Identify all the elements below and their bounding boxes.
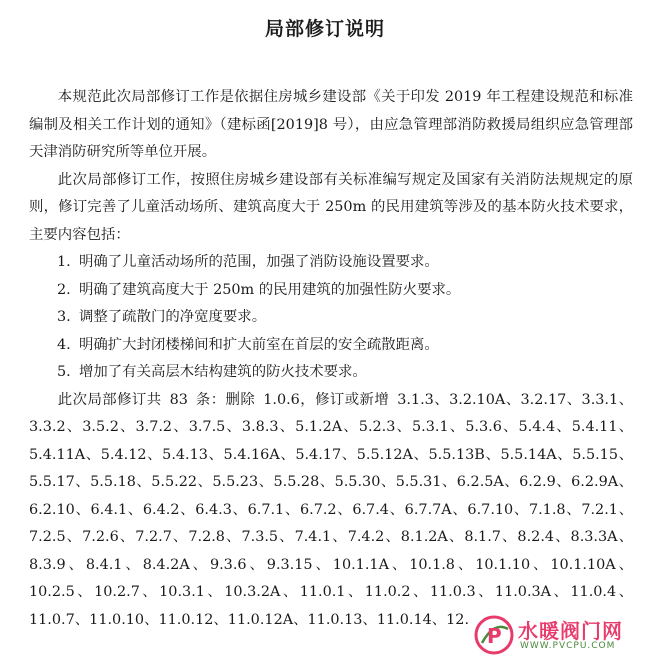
list-item	[29, 304, 633, 332]
list-item-number: 3.	[57, 309, 71, 325]
list-item	[29, 277, 633, 305]
revised-clauses-paragraph: 此次局部修订共 83 条：删除 1.0.6，修订或新增 3.1.3、3.2.10A、3.2.17、3.3.1、3.3.2、3.5.2、3.7.2、3.7.5、3.8.3、5.1.2A、5.2.3、5.3.1、5.3.6、5.4.4、5.4.11、5.4.11A、5.4.12、5.4.13、5.4.16A、5.4.17、5.5.12A、5.5.13B、5.5.14A、5.5.15、5.5.17、5.5.18、5.5.22、5.5.23、5.5.28、5.5.30、5.5.31、6.2.5A、6.2.9、6.2.9A、6.2.10、6.4.1、6.4.2、6.4.3、6.7.1、6.7.2、6.7.4、6.7.7A、6.7.10、7.1.8、7.2.1、7.2.5、7.2.6、7.2.7、7.2.8、7.3.5、7.4.1、7.4.2、8.1.2A、8.1.7、8.2.4、8.3.3A、8.3.9、8.4.1、8.4.2A、9.3.6、9.3.15、10.1.1A、10.1.8、10.1.10、10.1.10A、10.2.5、10.2.7、10.3.1、10.3.2A、11.0.1、11.0.2、11.0.3、11.0.3A、11.0.4、11.0.7、11.0.10、11.0.12、11.0.12A、11.0.13、11.0.14、12.	[29, 391, 633, 628]
watermark-logo-letter: P	[487, 624, 502, 648]
list-item-text: 调整了疏散门的净宽度要求。	[79, 309, 267, 325]
list-item	[29, 332, 633, 360]
list-item-text: 明确了建筑高度大于 250m 的民用建筑的加强性防火要求。	[79, 281, 461, 298]
revision-items-list	[29, 249, 633, 387]
list-item-number: 1.	[57, 254, 71, 270]
list-item-text: 明确扩大封闭楼梯间和扩大前室在首层的安全疏散距离。	[79, 336, 439, 353]
list-item	[29, 359, 633, 387]
watermark-url: WWW.PVCPU.COM	[520, 641, 616, 651]
principle-paragraph: 此次局部修订工作，按照住房城乡建设部有关标准编写规定及国家有关消防法规规定的原则，修订完善了儿童活动场所、建筑高度大于 250m 的民用建筑等涉及的基本防火技术要求，主要内容包括：	[29, 171, 633, 243]
site-watermark	[474, 613, 644, 659]
list-item-text: 增加了有关高层木结构建筑的防火技术要求。	[79, 364, 367, 380]
list-item-number: 2.	[57, 281, 71, 298]
watermark-logo-icon	[474, 615, 514, 655]
document-body	[29, 84, 633, 634]
list-item	[29, 249, 633, 277]
intro-paragraph: 本规范此次局部修订工作是依据住房城乡建设部《关于印发 2019 年工程建设规范和标准编制及相关工作计划的通知》（建标函[2019]8 号），由应急管理部消防救援局组织应急管理部天津消防研究所等单位开展。	[29, 89, 633, 160]
document-title: 局部修订说明	[264, 18, 385, 40]
watermark-brand: 水暖阀门网	[518, 619, 623, 643]
list-item-text: 明确了儿童活动场所的范围，加强了消防设施设置要求。	[79, 254, 439, 270]
list-item-number: 4.	[57, 336, 71, 353]
list-item-number: 5.	[57, 364, 71, 380]
